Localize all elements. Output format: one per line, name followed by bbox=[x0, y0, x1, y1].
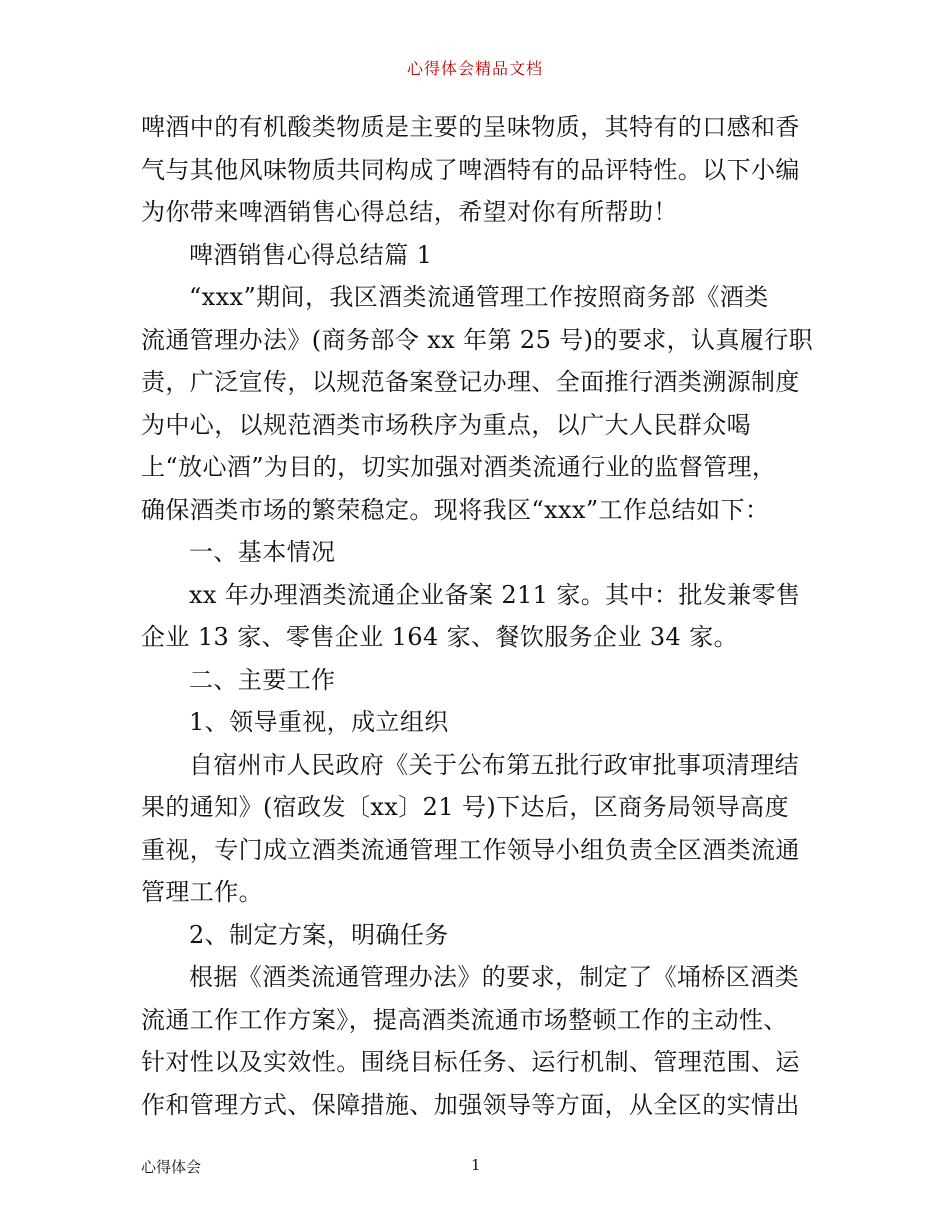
text-line: 1、领导重视，成立组织 bbox=[189, 708, 449, 736]
text-line: 为你带来啤酒销售心得总结，希望对你有所帮助！ bbox=[141, 198, 678, 226]
text-line: 企业 13 家、零售企业 164 家、餐饮服务企业 34 家。 bbox=[141, 623, 739, 651]
text-line: 作和管理方式、保障措施、加强领导等方面，从全区的实情出 bbox=[141, 1090, 800, 1119]
text-line: 2、制定方案，明确任务 bbox=[189, 920, 449, 949]
footer-label: 心得体会 bbox=[141, 1158, 202, 1176]
text-line: 管理工作。 bbox=[141, 878, 263, 906]
page-number: 1 bbox=[471, 1156, 481, 1174]
text-line: 气与其他风味物质共同构成了啤酒特有的品评特性。以下小编 bbox=[141, 155, 800, 184]
text-line: 责，广泛宣传，以规范备案登记办理、全面推行酒类溯源制度 bbox=[141, 368, 800, 396]
text-line: 啤酒销售心得总结篇 1 bbox=[189, 240, 433, 269]
text-line: 流通管理办法》(商务部令 xx 年第 25 号)的要求，认真履行职 bbox=[141, 325, 814, 354]
text-line: 针对性以及实效性。围绕目标任务、运行机制、管理范围、运 bbox=[141, 1048, 800, 1076]
text-line: “xxx”期间，我区酒类流通管理工作按照商务部《酒类 bbox=[189, 283, 769, 311]
text-line: 上“放心酒”为目的，切实加强对酒类流通行业的监督管理， bbox=[141, 453, 777, 481]
text-line: 为中心，以规范酒类市场秩序为重点，以广大人民群众喝 bbox=[141, 410, 751, 439]
text-line: 自宿州市人民政府《关于公布第五批行政审批事项清理结 bbox=[189, 750, 799, 779]
text-line: 流通工作工作方案》，提高酒类流通市场整顿工作的主动性、 bbox=[141, 1005, 788, 1034]
text-line: 根据《酒类流通管理办法》的要求，制定了《埇桥区酒类 bbox=[189, 963, 799, 991]
text-line: 果的通知》(宿政发〔xx〕21 号)下达后，区商务局领导高度 bbox=[141, 793, 789, 821]
text-line: 二、主要工作 bbox=[189, 665, 336, 694]
text-line: xx 年办理酒类流通企业备案 211 家。其中：批发兼零售 bbox=[189, 580, 801, 609]
text-line: 啤酒中的有机酸类物质是主要的呈味物质，其特有的口感和香 bbox=[141, 113, 800, 141]
text-line: 一、基本情况 bbox=[189, 538, 336, 566]
document-body bbox=[141, 106, 813, 1126]
document-header: 心得体会精品文档 bbox=[406, 59, 543, 78]
text-line: 重视，专门成立酒类流通管理工作领导小组负责全区酒类流通 bbox=[141, 835, 800, 864]
text-line: 确保酒类市场的繁荣稳定。现将我区“xxx”工作总结如下： bbox=[141, 495, 770, 524]
